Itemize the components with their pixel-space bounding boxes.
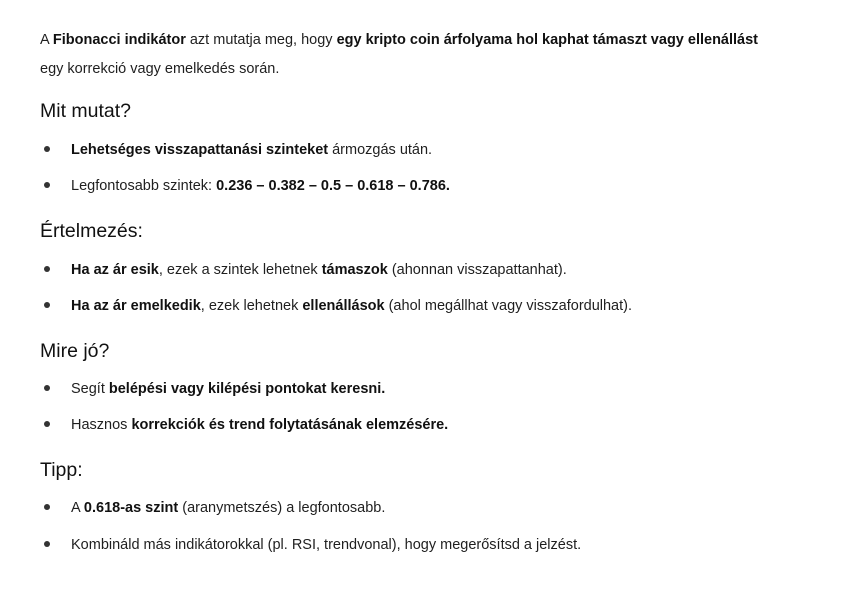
section-heading-tipp: Tipp:	[40, 459, 83, 481]
list-item	[44, 379, 824, 399]
list-item	[44, 140, 824, 160]
bullet-icon	[44, 182, 50, 188]
item-bold: támaszok	[321, 262, 388, 278]
item-text: Legfontosabb szintek:	[71, 178, 217, 194]
intro-text: azt mutatja meg, hogy	[185, 32, 337, 48]
list-item	[44, 260, 824, 280]
item-text: , ezek lehetnek	[200, 298, 303, 314]
bullet-icon	[44, 504, 50, 510]
item-bold: Ha az ár emelkedik	[71, 298, 201, 314]
item-text: (ahonnan visszapattanhat).	[387, 262, 567, 278]
item-text: ármozgás után.	[328, 142, 433, 158]
bullet-icon	[44, 421, 50, 427]
section-heading-ertelmezes: Értelmezés:	[40, 220, 143, 242]
bullet-icon	[44, 541, 50, 547]
item-text: Segít	[71, 381, 109, 397]
item-text: (ahol megállhat vagy visszafordulhat).	[384, 298, 633, 314]
intro-bold-phrase: egy kripto coin árfolyama hol kaphat támaszt vagy ellenállást	[336, 32, 759, 48]
bullet-icon	[44, 266, 50, 272]
intro-text: egy korrekció vagy emelkedés során.	[40, 61, 280, 77]
list-item	[44, 535, 824, 555]
list-item	[44, 296, 824, 316]
item-bold: Ha az ár esik	[71, 262, 159, 278]
item-text: Hasznos	[71, 417, 132, 433]
bullet-icon	[44, 146, 50, 152]
item-text: , ezek a szintek lehetnek	[158, 262, 322, 278]
list-item	[44, 415, 824, 435]
item-bold: belépési vagy kilépési pontokat keresni.	[108, 381, 386, 397]
bullet-icon	[44, 302, 50, 308]
item-text: (aranymetszés) a legfontosabb.	[178, 500, 386, 516]
item-bold: ellenállások	[302, 298, 385, 314]
item-text: Kombináld más indikátorokkal (pl. RSI, trendvonal), hogy megerősítsd a jelzést.	[71, 537, 582, 553]
intro-text: A	[40, 32, 53, 48]
item-text: A	[71, 500, 84, 516]
item-bold: korrekciók és trend folytatásának elemzésére.	[131, 417, 449, 433]
item-bold: 0.618-as szint	[83, 500, 179, 516]
item-bold: 0.236 – 0.382 – 0.5 – 0.618 – 0.786.	[216, 178, 450, 194]
item-bold: Lehetséges visszapattanási szinteket	[71, 142, 329, 158]
intro-bold-term: Fibonacci indikátor	[52, 32, 186, 48]
section-heading-mit-mutat: Mit mutat?	[40, 100, 132, 122]
list-item	[44, 498, 824, 518]
bullet-icon	[44, 385, 50, 391]
intro-paragraph	[40, 26, 830, 84]
list-item	[44, 176, 824, 196]
section-heading-mire-jo: Mire jó?	[40, 340, 110, 362]
